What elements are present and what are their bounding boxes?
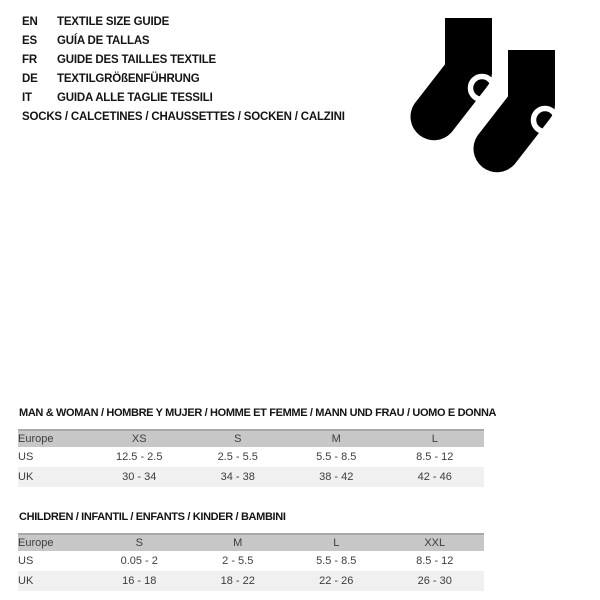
size-cell: 2 - 5.5 <box>222 555 254 567</box>
size-cell: 5.5 - 8.5 <box>316 451 357 463</box>
language-label: TEXTILGRÖßENFÜHRUNG <box>57 73 200 85</box>
column-header-region: Europe <box>18 433 54 445</box>
language-label: GUIDE DES TAILLES TEXTILE <box>57 54 216 66</box>
region-cell: UK <box>18 575 34 587</box>
language-code: DE <box>22 73 38 85</box>
language-row <box>22 89 216 108</box>
size-cell: 8.5 - 12 <box>416 451 454 463</box>
size-cell: 16 - 18 <box>122 575 157 587</box>
language-label: GUÍA DE TALLAS <box>57 35 150 47</box>
size-cell: 5.5 - 8.5 <box>316 555 357 567</box>
size-cell: 26 - 30 <box>417 575 452 587</box>
region-cell: US <box>18 451 34 463</box>
table-title: MAN & WOMAN / HOMBRE Y MUJER / HOMME ET FEMME / MANN UND FRAU / UOMO E DONNA <box>19 407 497 419</box>
language-row <box>22 13 216 32</box>
language-row <box>22 70 216 89</box>
region-cell: US <box>18 555 34 567</box>
column-header-size: M <box>233 537 243 549</box>
column-header-size: L <box>333 537 340 549</box>
size-cell: 12.5 - 2.5 <box>116 451 163 463</box>
size-cell: 34 - 38 <box>220 471 255 483</box>
language-row <box>22 32 216 51</box>
size-cell: 22 - 26 <box>319 575 354 587</box>
language-code: IT <box>22 92 32 104</box>
product-category-line: SOCKS / CALCETINES / CHAUSSETTES / SOCKEN / CALZINI <box>22 111 345 123</box>
size-cell: 0.05 - 2 <box>120 555 158 567</box>
size-cell: 42 - 46 <box>417 471 452 483</box>
column-header-size: S <box>135 537 143 549</box>
language-row <box>22 51 216 70</box>
size-cell: 8.5 - 12 <box>416 555 454 567</box>
table-title: CHILDREN / INFANTIL / ENFANTS / KINDER / BAMBINI <box>19 511 286 523</box>
size-table-adult <box>18 429 484 487</box>
language-code: ES <box>22 35 37 47</box>
table-header-row <box>18 430 484 447</box>
size-table-adult-section <box>0 406 600 487</box>
column-header-size: XS <box>131 433 147 445</box>
table-row <box>18 571 484 591</box>
size-cell: 38 - 42 <box>319 471 354 483</box>
language-code: EN <box>22 16 38 28</box>
size-table-children-section <box>0 510 600 591</box>
column-header-size: S <box>234 433 242 445</box>
table-row <box>18 551 484 571</box>
table-header-row <box>18 534 484 551</box>
table-row <box>18 447 484 467</box>
table-row <box>18 467 484 487</box>
column-header-size: XXL <box>424 537 446 549</box>
column-header-region: Europe <box>18 537 54 549</box>
language-label: TEXTILE SIZE GUIDE <box>57 16 170 28</box>
size-cell: 30 - 34 <box>122 471 157 483</box>
language-code: FR <box>22 54 37 66</box>
column-header-size: M <box>331 433 341 445</box>
language-list <box>22 13 216 108</box>
socks-icon <box>400 10 570 185</box>
size-cell: 18 - 22 <box>220 575 255 587</box>
size-table-children <box>18 533 484 591</box>
size-cell: 2.5 - 5.5 <box>217 451 258 463</box>
column-header-size: L <box>431 433 438 445</box>
region-cell: UK <box>18 471 34 483</box>
language-label: GUIDA ALLE TAGLIE TESSILI <box>57 92 213 104</box>
